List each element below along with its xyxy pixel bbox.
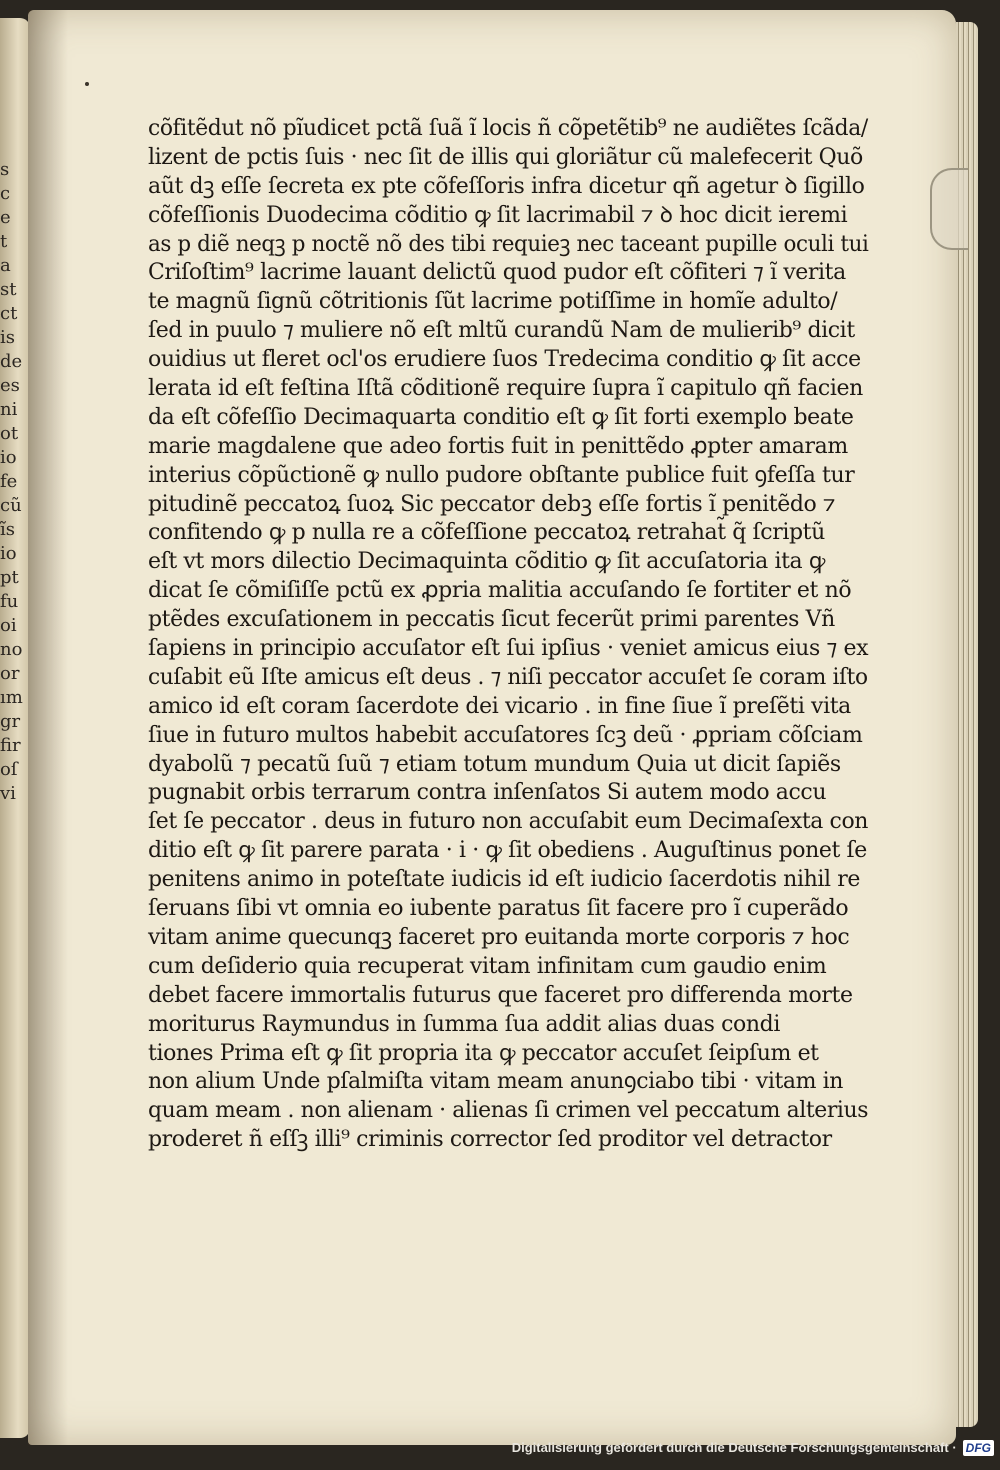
left-fragment: cũ: [0, 495, 22, 516]
left-fragment: oi: [0, 615, 17, 636]
text-line: Criſoſtim⁹ lacrime lauant delictũ quod pudor eſt cõfiteri ⁊ ĩ verita: [148, 260, 846, 286]
text-line: cuſabit eũ Iſte amicus eſt deus . ⁊ niſi peccator accuſet ſe coram iſto: [148, 664, 868, 690]
text-line: interius cõpũctionẽ ꝙ nullo pudore obſtante publice fuit ꝯfeſſa tur: [148, 462, 855, 488]
text-line: vitam anime quecunqꝫ faceret pro euitanda morte corporis ⁊ hoc: [148, 924, 850, 950]
text-line: confitendo ꝙ p nulla re a cõfeſſione peccatoꝝ retrahat̃ q̃ ſcriptũ: [148, 520, 825, 546]
text-line: pitudinẽ peccatoꝝ ſuoꝝ Sic peccator debꝫ eſſe fortis ĩ penitẽdo ⁊: [148, 491, 836, 517]
page-text-block: [148, 115, 868, 1155]
text-line: ditio eſt ꝙ ſit parere parata · i · ꝙ ſit obediens . Auguſtinus ponet ſe: [148, 838, 867, 864]
left-page-fragments: [0, 158, 30, 806]
text-line: lerata id eſt feſtina Iſtã cõditionẽ require ſupra ĩ capitulo qñ facien: [148, 376, 863, 402]
text-line: debet facere immortalis futurus que faceret pro differenda morte: [148, 982, 853, 1008]
left-fragment: t: [0, 231, 8, 252]
left-fragment: ım: [0, 687, 23, 708]
left-fragment: s: [0, 159, 10, 180]
dfg-logo: DFG: [963, 1440, 994, 1456]
text-line: cum deſiderio quia recuperat vitam infinitam cum gaudio enim: [148, 953, 827, 979]
funding-footer: [512, 1436, 994, 1460]
left-fragment: e: [0, 207, 11, 228]
text-line: moriturus Raymundus in ſumma ſua addit alias duas condi: [148, 1011, 780, 1037]
text-line: da eſt cõfeſſio Decimaquarta conditio eſt ꝙ ſit forti exemplo beate: [148, 404, 854, 430]
left-fragment: ni: [0, 399, 18, 420]
text-line: penitens animo in poteſtate iudicis id eſt iudicio ſacerdotis nihil re: [148, 867, 860, 893]
text-line: ſet ſe peccator . deus in futuro non accuſabit eum Decimaſexta con: [148, 809, 869, 835]
left-fragment: fu: [0, 591, 19, 612]
text-line: ſapiens in principio accuſator eſt ſui ipſius · veniet amicus eius ⁊ ex: [148, 636, 869, 662]
text-line: te magnũ ſignũ cõtritionis ſũt lacrime potiſſime in homĩe adulto/: [148, 289, 838, 315]
left-fragment: c: [0, 183, 11, 204]
text-line: pugnabit orbis terrarum contra inſenſatos Si autem modo accu: [148, 780, 827, 806]
text-line: quam meam . non alienam · alienas ſi crimen vel peccatum alterius: [148, 1098, 869, 1124]
left-fragment: io: [0, 543, 17, 564]
left-fragment: is: [0, 327, 15, 348]
page-clip-mark: [930, 168, 968, 250]
ink-dot: [85, 82, 89, 86]
text-line: dicat ſe cõmiſiſſe pctũ ex ꝓpria malitia accuſando ſe fortiter et nõ: [148, 578, 852, 604]
text-line: eſt vt mors dilectio Decimaquinta cõditio ꝙ ſit accuſatoria ita ꝙ: [148, 549, 825, 575]
text-line: amico id eſt coram ſacerdote dei vicario . in fine ſiue ĩ preſẽti vita: [148, 693, 851, 719]
left-fragment: fir: [0, 735, 21, 756]
text-line: tiones Prima eſt ꝙ ſit propria ita ꝙ peccator accuſet ſeipſum et: [148, 1040, 819, 1066]
text-line: lizent de pctis ſuis · nec ſit de illis qui gloriãtur cũ malefecerit Quõ: [148, 144, 863, 170]
funding-credit-text: Digitalisierung gefördert durch die Deutsche Forschungsgemeinschaft ·: [511, 1440, 957, 1455]
left-fragment: pt: [0, 567, 19, 588]
left-fragment: gr: [0, 711, 21, 732]
left-fragment: io: [0, 447, 17, 468]
text-line: ſed in puulo ⁊ muliere nõ eſt mltũ curandũ Nam de mulierib⁹ dicit: [148, 318, 855, 344]
left-fragment: st: [0, 279, 17, 300]
text-line: ſiue in futuro multos habebit accuſatores ſcꝫ deũ · ꝓpriam cõſciam: [148, 722, 863, 748]
left-fragment: or: [0, 663, 20, 684]
text-line: cõfeſſionis Duodecima cõditio ꝙ ſit lacrimabil ⁊ ꝺ hoc dicit ieremi: [148, 202, 848, 228]
left-fragment: ot: [0, 423, 19, 444]
left-fragment: vi: [0, 783, 16, 804]
text-line: aũt dꝫ eſſe ſecreta ex pte cõfeſſoris infra dicetur qñ agetur ꝺ ſigillo: [148, 173, 865, 199]
left-fragment: de: [0, 351, 23, 372]
left-fragment: ĩs: [0, 519, 15, 540]
text-line: proderet ñ eſſꝫ illi⁹ criminis corrector ſed proditor vel detractor: [148, 1127, 832, 1153]
left-fragment: a: [0, 255, 11, 276]
left-fragment: ct: [0, 303, 18, 324]
text-line: marie magdalene que adeo fortis fuit in penittẽdo ꝓpter amaram: [148, 433, 848, 459]
left-page-edge: [0, 18, 30, 1438]
left-fragment: oſ: [0, 759, 18, 780]
text-line: ptẽdes excuſationem in peccatis ſicut fecerũt primi parentes Vñ: [148, 607, 835, 633]
text-line: dyabolũ ⁊ pecatũ ſuũ ⁊ etiam totum mundum Quia ut dicit ſapiẽs: [148, 751, 841, 777]
left-fragment: es: [0, 375, 20, 396]
text-line: ſeruans ſibi vt omnia eo iubente paratus ſit facere pro ĩ cuperãdo: [148, 896, 849, 922]
left-fragment: no: [0, 639, 23, 660]
text-line: non alium Unde pſalmiſta vitam meam anunꝯciabo tibi · vitam in: [148, 1069, 844, 1095]
spine-shadow: [28, 10, 68, 1445]
text-line: ouidius ut fleret ocl'os erudiere ſuos Tredecima conditio ꝙ ſit acce: [148, 347, 861, 373]
text-line: as p diẽ neqꝫ p noctẽ nõ des tibi requieꝫ nec taceant pupille oculi tui: [148, 231, 869, 257]
text-line: cõfitẽdut nõ pĩudicet pctã ſuã ĩ locis ñ cõpetẽtib⁹ ne audiẽtes ſcãda/: [148, 116, 868, 141]
left-fragment: fe: [0, 471, 18, 492]
